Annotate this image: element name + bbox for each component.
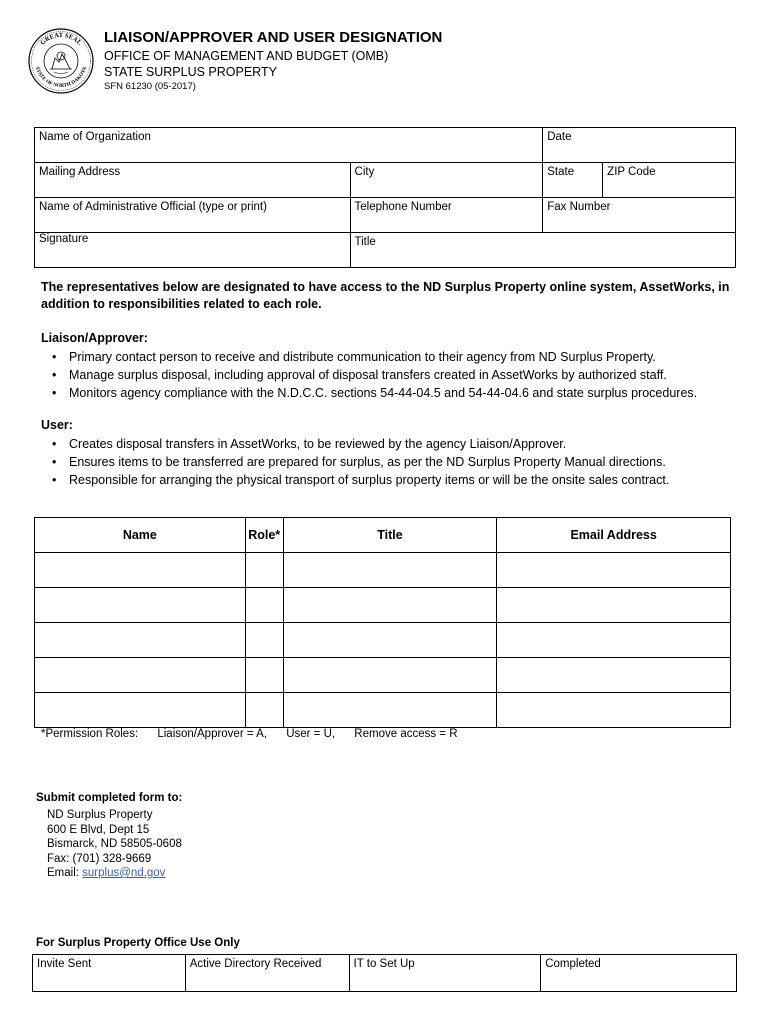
user-heading: User: bbox=[41, 418, 73, 432]
name-cell[interactable] bbox=[35, 623, 246, 658]
address-line-2: 600 E Blvd, Dept 15 bbox=[47, 823, 150, 836]
signature-field[interactable] bbox=[35, 233, 351, 268]
title-cell[interactable] bbox=[283, 588, 497, 623]
submit-heading: Submit completed form to: bbox=[36, 792, 183, 804]
list-item: • Creates disposal transfers in AssetWorks, to be reviewed by the agency Liaison/Approver. bbox=[41, 435, 669, 453]
liaison-heading: Liaison/Approver: bbox=[41, 331, 148, 345]
fax-field[interactable] bbox=[543, 198, 736, 233]
signature-label: Signature bbox=[39, 233, 89, 245]
name-cell[interactable] bbox=[35, 693, 246, 728]
division-name: STATE SURPLUS PROPERTY bbox=[104, 65, 277, 79]
office-use-heading: For Surplus Property Office Use Only bbox=[36, 937, 240, 949]
ad-received-field[interactable] bbox=[185, 955, 349, 992]
date-field[interactable] bbox=[543, 128, 736, 163]
user-responsibilities bbox=[41, 435, 669, 489]
org-name-field[interactable] bbox=[35, 128, 543, 163]
mailing-address-field[interactable] bbox=[35, 163, 351, 198]
submit-address bbox=[47, 808, 182, 881]
mailing-address-label: Mailing Address bbox=[39, 166, 121, 178]
telephone-label: Telephone Number bbox=[354, 201, 452, 213]
table-row bbox=[35, 588, 731, 623]
list-item: • Responsible for arranging the physical transport of surplus property items or will be the onsite sales contract. bbox=[41, 471, 669, 489]
state-seal bbox=[28, 28, 94, 94]
form-number: SFN 61230 (05-2017) bbox=[104, 81, 196, 92]
seal-bottom-text: STATE OF NORTH DAKOTA bbox=[33, 66, 89, 90]
email-column-header: Email Address bbox=[497, 518, 731, 553]
email-label: Email: bbox=[47, 867, 83, 879]
address-line-1: ND Surplus Property bbox=[47, 809, 153, 821]
invite-sent-field[interactable] bbox=[33, 955, 186, 992]
name-column-header: Name bbox=[35, 518, 246, 553]
role-cell[interactable] bbox=[245, 553, 283, 588]
official-title-label: Title bbox=[354, 236, 376, 248]
svg-text:GREAT SEAL bbox=[39, 32, 83, 47]
title-cell[interactable] bbox=[283, 658, 497, 693]
permission-label: *Permission Roles: bbox=[41, 728, 139, 740]
admin-official-field[interactable] bbox=[35, 198, 351, 233]
permission-r: Remove access = R bbox=[354, 728, 458, 740]
fax-label: Fax Number bbox=[547, 201, 611, 213]
title-cell[interactable] bbox=[283, 623, 497, 658]
permission-roles-note bbox=[41, 728, 474, 740]
representatives-table bbox=[34, 517, 731, 728]
list-item: • Primary contact person to receive and distribute communication to their agency from ND Surplus Property. bbox=[41, 348, 697, 366]
intro-paragraph: The representatives below are designated to have access to the ND Surplus Property online system, AssetWorks, in addition to responsibilities related to each role. bbox=[41, 280, 730, 311]
completed-field[interactable] bbox=[541, 955, 737, 992]
zip-label: ZIP Code bbox=[607, 166, 656, 178]
invite-sent-label: Invite Sent bbox=[37, 958, 92, 970]
permission-a: Liaison/Approver = A, bbox=[157, 728, 267, 740]
table-row bbox=[35, 553, 731, 588]
email-cell[interactable] bbox=[497, 553, 731, 588]
office-name: OFFICE OF MANAGEMENT AND BUDGET (OMB) bbox=[104, 49, 389, 63]
role-cell[interactable] bbox=[245, 623, 283, 658]
name-cell[interactable] bbox=[35, 553, 246, 588]
telephone-field[interactable] bbox=[350, 198, 543, 233]
role-column-header: Role* bbox=[245, 518, 283, 553]
liaison-responsibilities bbox=[41, 348, 697, 402]
official-title-field[interactable] bbox=[350, 233, 735, 268]
it-setup-label: IT to Set Up bbox=[353, 958, 415, 970]
email-line bbox=[47, 866, 182, 881]
table-row bbox=[35, 693, 731, 728]
name-cell[interactable] bbox=[35, 588, 246, 623]
email-cell[interactable] bbox=[497, 623, 731, 658]
list-item: • Monitors agency compliance with the N.D.C.C. sections 54-44-04.5 and 54-44-04.6 and state surplus procedures. bbox=[41, 384, 697, 402]
completed-label: Completed bbox=[545, 958, 601, 970]
table-row bbox=[35, 658, 731, 693]
admin-official-label: Name of Administrative Official (type or print) bbox=[39, 201, 267, 213]
role-cell[interactable] bbox=[245, 588, 283, 623]
organization-info-table bbox=[34, 127, 736, 268]
list-item: • Manage surplus disposal, including approval of disposal transfers created in AssetWorks by authorized staff. bbox=[41, 366, 697, 384]
email-cell[interactable] bbox=[497, 658, 731, 693]
table-row bbox=[35, 623, 731, 658]
city-field[interactable] bbox=[350, 163, 543, 198]
form-title: LIAISON/APPROVER AND USER DESIGNATION bbox=[104, 29, 443, 46]
it-setup-field[interactable] bbox=[349, 955, 541, 992]
fax-line: Fax: (701) 328-9669 bbox=[47, 852, 152, 865]
zip-field[interactable] bbox=[603, 163, 736, 198]
email-link[interactable]: surplus@nd.gov bbox=[82, 867, 166, 879]
ad-received-label: Active Directory Received bbox=[189, 958, 322, 970]
title-column-header: Title bbox=[283, 518, 497, 553]
role-cell[interactable] bbox=[245, 658, 283, 693]
role-cell[interactable] bbox=[245, 693, 283, 728]
city-label: City bbox=[354, 166, 375, 178]
name-cell[interactable] bbox=[35, 658, 246, 693]
state-field[interactable] bbox=[543, 163, 603, 198]
title-cell[interactable] bbox=[283, 553, 497, 588]
date-label: Date bbox=[547, 131, 572, 143]
office-use-table bbox=[32, 954, 737, 992]
title-cell[interactable] bbox=[283, 693, 497, 728]
list-item: • Ensures items to be transferred are prepared for surplus, as per the ND Surplus Property Manual directions. bbox=[41, 453, 669, 471]
email-cell[interactable] bbox=[497, 693, 731, 728]
org-name-label: Name of Organization bbox=[39, 131, 151, 143]
email-cell[interactable] bbox=[497, 588, 731, 623]
seal-top-text: GREAT SEAL bbox=[39, 31, 83, 47]
address-line-3: Bismarck, ND 58505-0608 bbox=[47, 838, 182, 850]
state-label: State bbox=[547, 166, 575, 178]
permission-u: User = U, bbox=[286, 728, 336, 740]
